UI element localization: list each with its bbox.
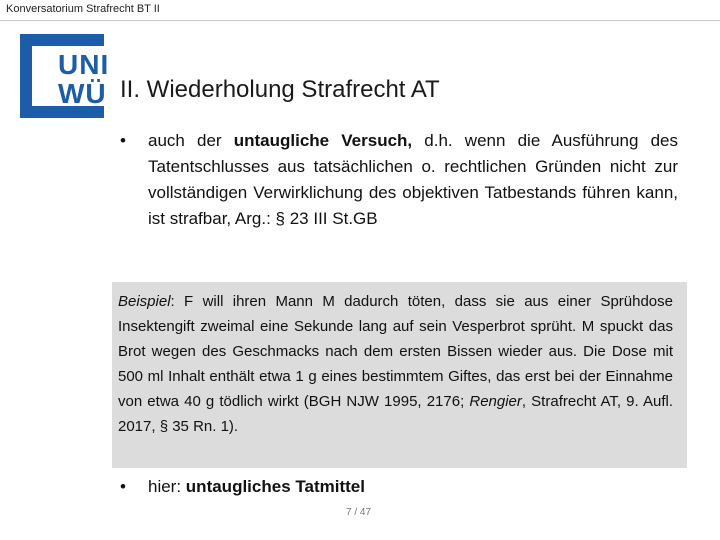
example-author: Rengier	[469, 393, 522, 410]
page-number: 7 / 47	[346, 507, 372, 518]
logo-text-line2: WÜ	[58, 78, 107, 109]
logo-text-line1: UNI	[58, 49, 110, 80]
bullet-text	[148, 474, 680, 500]
example-citation: , Strafrecht AT, 9. Aufl. 2017, § 35 Rn. 1).	[118, 393, 673, 435]
bullet-marker: •	[120, 131, 126, 150]
bullet-text-pre: hier:	[148, 477, 186, 496]
example-text	[118, 289, 673, 439]
bullet-text	[148, 128, 678, 232]
bullet-text-post: d.h. wenn die Ausführung des Tatentschlusses aus tatsächlichen o. rechtlichen Gründen nicht zur vollständigen Verwirklichung des objektiven Tatbestands führen kann, ist strafbar, Arg.: § 23 III St.GB	[148, 131, 678, 228]
course-header: Konversatorium Strafrecht BT II	[6, 3, 160, 15]
bullet-text-pre: auch der	[148, 131, 234, 150]
bullet-text-bold: untaugliches Tatmittel	[185, 477, 365, 496]
header-divider	[0, 20, 720, 21]
example-label: Beispiel	[118, 293, 171, 310]
slide-title: II. Wiederholung Strafrecht AT	[120, 76, 440, 103]
bullet-point-1	[120, 128, 678, 232]
bullet-point-2	[120, 474, 680, 500]
example-body: : F will ihren Mann M dadurch töten, dass sie aus einer Sprühdose Insektengift zweimal eine Sekunde lang auf sein Vesperbrot sprüht. M spuckt das Brot wegen des Geschmacks nach dem ersten Bissen wieder aus. Die Dose mit 500 ml Inhalt enthält etwa 1 g eines bestimmtem Giftes, das erst bei der Einnahme von etwa 40 g tödlich wirkt (BGH NJW 1995, 2176;	[118, 293, 673, 410]
bullet-marker: •	[120, 477, 126, 496]
bullet-text-bold: untaugliche Versuch,	[233, 131, 413, 150]
